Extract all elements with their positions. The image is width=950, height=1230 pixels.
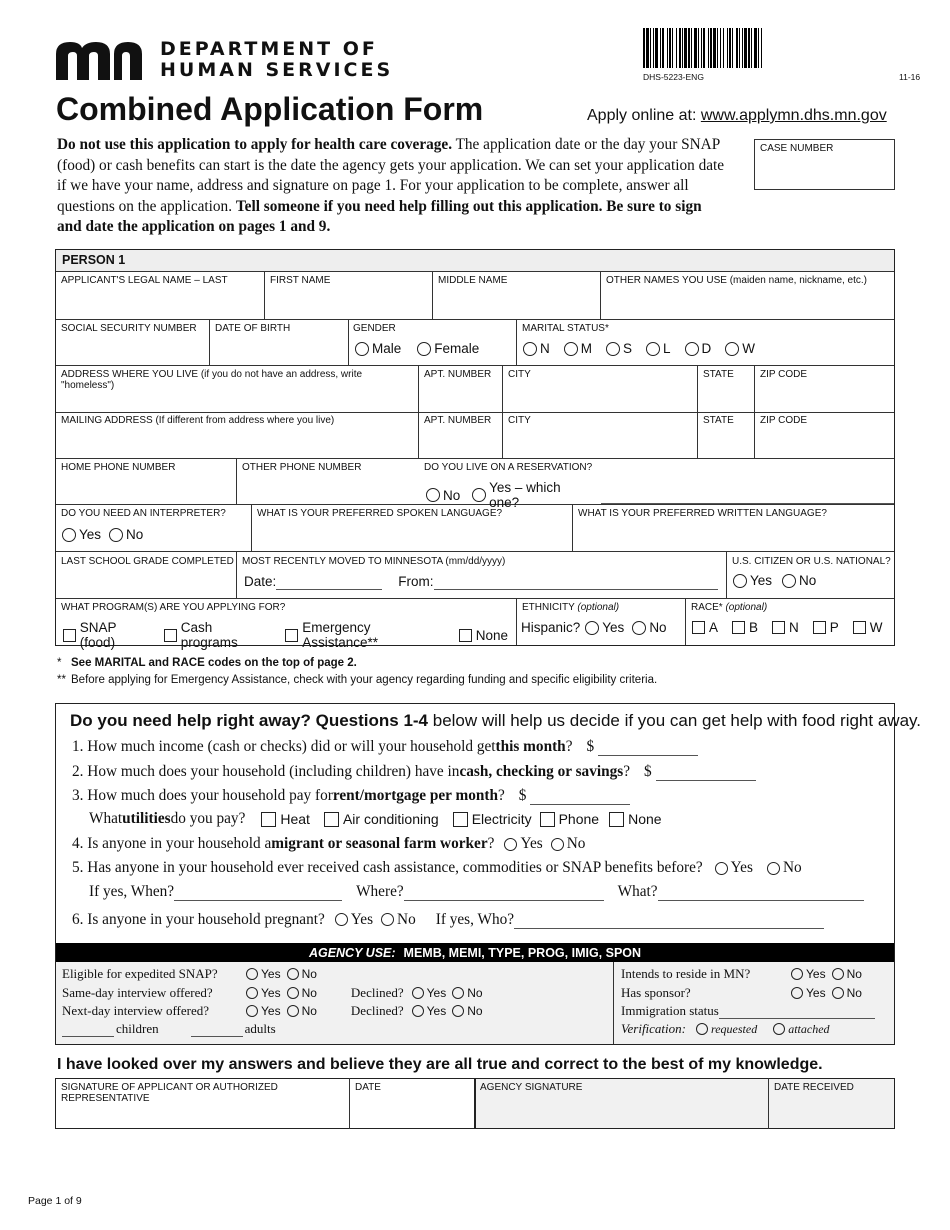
agency-signature-field[interactable]: AGENCY SIGNATURE	[480, 1082, 583, 1093]
attestation-text: I have looked over my answers and believe they are all true and correct to the best of my knowledge.	[57, 1056, 823, 1073]
marital-s-radio[interactable]: S	[606, 341, 632, 356]
note-emergency: ** Before applying for Emergency Assistance, check with your agency regarding funding and specific eligibility criteria.	[57, 674, 658, 686]
apply-online: Apply online at: www.applymn.dhs.mn.gov	[587, 107, 887, 124]
immigration-status-input[interactable]	[719, 1003, 875, 1019]
middle-name-field[interactable]: MIDDLE NAME	[438, 275, 508, 286]
interpreter-field: DO YOU NEED AN INTERPRETER? Yes No	[61, 508, 226, 542]
mailing-address-field[interactable]: MAILING ADDRESS (If different from address where you live)	[61, 415, 335, 426]
agency-verification: Verification: requested attached	[621, 1021, 830, 1036]
agency-sponsor: Has sponsor? Yes No	[621, 985, 862, 1000]
apply-online-link[interactable]: www.applymn.dhs.mn.gov	[700, 107, 887, 124]
program-snap-checkbox[interactable]: SNAP (food)	[63, 620, 154, 650]
city-field[interactable]: CITY	[508, 369, 531, 380]
gender-male-radio[interactable]: Male	[355, 341, 401, 356]
school-grade-field[interactable]: LAST SCHOOL GRADE COMPLETED	[61, 556, 234, 567]
dob-field[interactable]: DATE OF BIRTH	[215, 323, 291, 334]
moved-from-input[interactable]	[434, 573, 718, 590]
spoken-language-field[interactable]: WHAT IS YOUR PREFERRED SPOKEN LANGUAGE?	[257, 508, 503, 519]
income-input[interactable]	[598, 737, 698, 756]
agency-use-bar: AGENCY USE: MEMB, MEMI, TYPE, PROG, IMIG, SPON	[56, 943, 894, 962]
reservation-which-input[interactable]	[601, 487, 894, 504]
dhs-logo	[56, 40, 146, 80]
nextday-declined-yes-radio[interactable]: Yes	[412, 1004, 447, 1018]
agency-reside: Intends to reside in MN? Yes No	[621, 966, 862, 981]
other-phone-field[interactable]: OTHER PHONE NUMBER	[242, 462, 362, 473]
savings-input[interactable]	[656, 762, 756, 781]
program-emergency-checkbox[interactable]: Emergency Assistance**	[285, 620, 446, 650]
applicant-date-field[interactable]: DATE	[355, 1082, 381, 1093]
date-received-field[interactable]: DATE RECEIVED	[774, 1082, 854, 1093]
ethnicity-field: ETHNICITY (optional) Hispanic? Yes No	[521, 602, 667, 635]
children-count-input[interactable]	[62, 1021, 114, 1037]
applicant-signature-field[interactable]: SIGNATURE OF APPLICANT OR AUTHORIZED REPRESENTATIVE	[61, 1082, 278, 1104]
question-3: 3. How much does your household pay for rent/mortgage per month ? $	[72, 786, 630, 805]
reservation-field: DO YOU LIVE ON A RESERVATION? No Yes – which one?	[419, 459, 894, 504]
received-no-radio[interactable]: No	[767, 859, 802, 877]
sameday-declined-yes-radio[interactable]: Yes	[412, 986, 447, 1000]
question-2: 2. How much does your household (including children) have in cash, checking or savings ? $	[72, 762, 756, 781]
moved-date-input[interactable]	[276, 573, 382, 590]
race-b-checkbox[interactable]: B	[732, 620, 758, 635]
reside-yes-radio[interactable]: Yes	[791, 967, 826, 981]
first-name-field[interactable]: FIRST NAME	[270, 275, 331, 286]
pregnant-yes-radio[interactable]: Yes	[335, 911, 373, 929]
citizen-yes-radio[interactable]: Yes	[733, 573, 772, 588]
mailing-city-field[interactable]: CITY	[508, 415, 531, 426]
department-name: DEPARTMENT OF HUMAN SERVICES	[160, 38, 394, 81]
adults-count-input[interactable]	[191, 1021, 243, 1037]
pregnant-who-input[interactable]	[514, 910, 824, 929]
programs-field: WHAT PROGRAM(S) ARE YOU APPLYING FOR? SNAP (food) Cash programs Emergency Assistance** None	[61, 602, 508, 650]
note-marital-race: * See MARITAL and RACE codes on the top of page 2.	[57, 657, 357, 669]
race-a-checkbox[interactable]: A	[692, 620, 718, 635]
marital-n-radio[interactable]: N	[523, 341, 550, 356]
page-number: Page 1 of 9	[28, 1195, 82, 1207]
form-code: DHS-5223-ENG	[643, 72, 704, 82]
moved-to-mn-field: MOST RECENTLY MOVED TO MINNESOTA (mm/dd/yyyy) Date: From:	[237, 552, 726, 598]
sameday-declined-no-radio[interactable]: No	[452, 986, 482, 1000]
marital-d-radio[interactable]: D	[685, 341, 712, 356]
interpreter-yes-radio[interactable]: Yes	[62, 527, 101, 542]
race-field: RACE* (optional) A B N P W	[691, 602, 883, 635]
rent-input[interactable]	[530, 786, 630, 805]
home-phone-field[interactable]: HOME PHONE NUMBER	[61, 462, 176, 473]
race-w-checkbox[interactable]: W	[853, 620, 883, 635]
apt-number-field[interactable]: APT. NUMBER	[424, 369, 492, 380]
state-field[interactable]: STATE	[703, 369, 734, 380]
mailing-apt-field[interactable]: APT. NUMBER	[424, 415, 492, 426]
hispanic-no-radio[interactable]: No	[632, 620, 666, 635]
nextday-declined-no-radio[interactable]: No	[452, 1004, 482, 1018]
race-n-checkbox[interactable]: N	[772, 620, 799, 635]
hispanic-yes-radio[interactable]: Yes	[585, 620, 624, 635]
marital-m-radio[interactable]: M	[564, 341, 592, 356]
person1-heading: PERSON 1	[62, 253, 126, 267]
mailing-zip-field[interactable]: ZIP CODE	[760, 415, 808, 426]
mn-logo-icon	[56, 40, 146, 80]
program-none-checkbox[interactable]: None	[459, 628, 508, 643]
case-number-field[interactable]: CASE NUMBER	[754, 139, 895, 190]
written-language-field[interactable]: WHAT IS YOUR PREFERRED WRITTEN LANGUAGE?	[578, 508, 827, 519]
question-1: 1. How much income (cash or checks) did or will your household get this month ? $	[72, 737, 698, 756]
gender-female-radio[interactable]: Female	[417, 341, 479, 356]
utility-ac-checkbox[interactable]: Air conditioning	[324, 811, 439, 827]
marital-w-radio[interactable]: W	[725, 341, 755, 356]
other-names-field[interactable]: OTHER NAMES YOU USE (maiden name, nickname, etc.)	[606, 275, 868, 286]
received-what-input[interactable]	[658, 882, 864, 901]
question-5: 5. Has anyone in your household ever received cash assistance, commodities or SNAP benefits before? Yes No	[72, 859, 802, 876]
barcode-bar	[762, 28, 764, 68]
nextday-yes-radio[interactable]: Yes	[246, 1004, 281, 1018]
address-field[interactable]: ADDRESS WHERE YOU LIVE (if you do not have an address, write "homeless")	[61, 369, 363, 391]
question-6: 6. Is anyone in your household pregnant? Yes No If yes, Who?	[72, 910, 824, 929]
question-5-details: If yes, When? Where? What?	[89, 882, 864, 901]
marital-l-radio[interactable]: L	[646, 341, 671, 356]
utility-phone-checkbox[interactable]: Phone	[540, 811, 599, 827]
ssn-field[interactable]: SOCIAL SECURITY NUMBER	[61, 323, 197, 334]
received-where-input[interactable]	[404, 882, 604, 901]
agency-immigration: Immigration status	[621, 1003, 875, 1019]
person1-heading-bar	[56, 250, 894, 272]
utility-electricity-checkbox[interactable]: Electricity	[453, 811, 532, 827]
agency-household-count: children adults	[62, 1021, 276, 1037]
citizen-no-radio[interactable]: No	[782, 573, 816, 588]
race-p-checkbox[interactable]: P	[813, 620, 839, 635]
migrant-no-radio[interactable]: No	[551, 835, 586, 853]
utility-none-checkbox[interactable]: None	[609, 811, 661, 827]
reservation-yes-radio[interactable]: Yes – which one?	[472, 480, 593, 510]
sameday-yes-radio[interactable]: Yes	[246, 986, 281, 1000]
marital-status-field: MARITAL STATUS* N M S L D W	[522, 323, 756, 356]
agency-sameday: Same-day interview offered? Yes No Declined? Yes No	[62, 985, 483, 1000]
verification-requested-radio[interactable]: requested	[696, 1022, 757, 1037]
received-yes-radio[interactable]: Yes	[715, 859, 753, 877]
form-date: 11-16	[899, 72, 921, 82]
citizen-field: U.S. CITIZEN OR U.S. NATIONAL? Yes No	[732, 556, 891, 588]
program-cash-checkbox[interactable]: Cash programs	[164, 620, 271, 650]
utilities-question: What utilities do you pay? Heat Air conditioning Electricity Phone None	[89, 810, 662, 827]
expedited-no-radio[interactable]: No	[287, 967, 317, 981]
nextday-no-radio[interactable]: No	[287, 1004, 317, 1018]
sponsor-no-radio[interactable]: No	[832, 986, 862, 1000]
page-title: Combined Application Form	[56, 91, 484, 127]
gender-field: GENDER Male Female	[353, 323, 480, 356]
reservation-no-radio[interactable]: No	[426, 488, 460, 503]
pregnant-no-radio[interactable]: No	[381, 911, 416, 929]
received-when-input[interactable]	[174, 882, 342, 901]
reside-no-radio[interactable]: No	[832, 967, 862, 981]
interpreter-no-radio[interactable]: No	[109, 527, 143, 542]
help-heading: Do you need help right away? Questions 1-4 below will help us decide if you can get help with food right away.	[70, 711, 921, 730]
agency-nextday: Next-day interview offered? Yes No Declined? Yes No	[62, 1003, 483, 1018]
barcode	[643, 28, 923, 68]
question-4: 4. Is anyone in your household a migrant or seasonal farm worker ? Yes No	[72, 835, 586, 852]
last-name-field[interactable]: APPLICANT'S LEGAL NAME – LAST	[61, 275, 228, 286]
sameday-no-radio[interactable]: No	[287, 986, 317, 1000]
agency-expedited: Eligible for expedited SNAP? Yes No	[62, 966, 317, 981]
zip-field[interactable]: ZIP CODE	[760, 369, 808, 380]
sponsor-yes-radio[interactable]: Yes	[791, 986, 826, 1000]
mailing-state-field[interactable]: STATE	[703, 415, 734, 426]
verification-attached-radio[interactable]: attached	[773, 1022, 829, 1037]
utility-heat-checkbox[interactable]: Heat	[261, 811, 310, 827]
intro-paragraph: Do not use this application to apply for health care coverage. The application date or the day your SNAP (food) or cash benefits can start is the date the agency gets your application. We can set your application date if we have your name, address and signature on page 1. For your application to be complete, answer all questions on the application. Tell someone if you need help filling out this application. Be sure to sign and date the application on pages 1 and 9.	[57, 136, 725, 235]
migrant-yes-radio[interactable]: Yes	[504, 835, 542, 853]
expedited-yes-radio[interactable]: Yes	[246, 967, 281, 981]
